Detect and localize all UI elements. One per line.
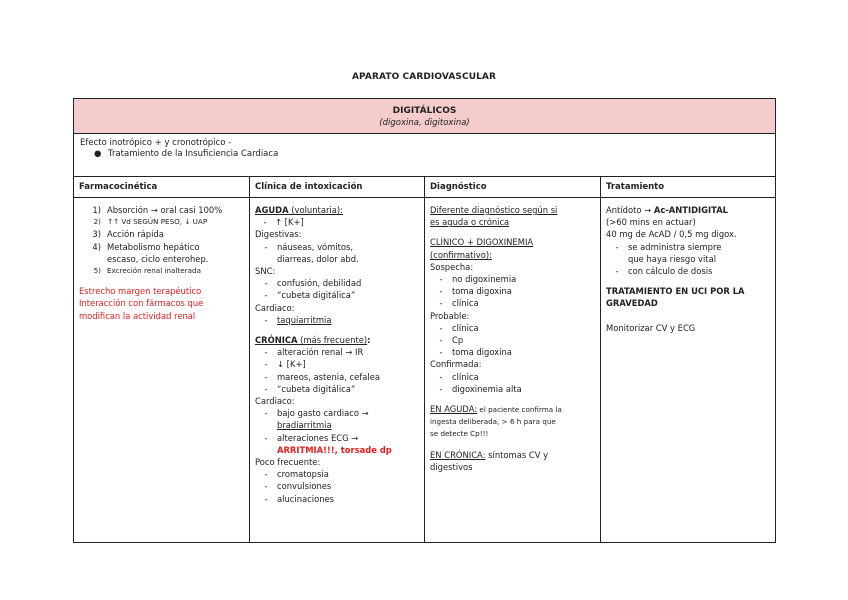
section-label: Cardiaco: <box>255 396 295 407</box>
farmacocinetica-cell <box>74 198 250 543</box>
table-header <box>74 99 776 134</box>
warning-text: Estrecho margen terapéutico <box>79 286 202 297</box>
diag-method: (confirmativo): <box>430 249 492 260</box>
effect-bullet-text: Tratamiento de la Insuficiencia Cardiaca <box>108 149 279 159</box>
aguda-heading: AGUDA (voluntaria): <box>255 205 343 215</box>
table-subtitle: (digoxina, digitoxina) <box>379 118 470 128</box>
list-item: - ↓ [K+] <box>264 359 306 370</box>
uci-heading: GRAVEDAD <box>606 298 658 309</box>
treatment-text: (>60 mins en actuar) <box>606 217 696 228</box>
list-item-cont: escaso, ciclo enterohep. <box>107 253 209 264</box>
list-item: - toma digoxina <box>439 286 512 297</box>
list-item: - alteración renal → IR <box>264 347 364 358</box>
clinica-cell <box>250 198 425 543</box>
list-item-cont: diarreas, dolor abd. <box>277 253 359 264</box>
diag-intro: Diferente diagnóstico según si <box>430 205 558 215</box>
bullet-icon: ● <box>94 149 102 159</box>
table-title: DIGITÁLICOS <box>392 106 457 116</box>
list-item: - clínica <box>439 371 479 382</box>
list-item-cont: ARRITMIA!!!, torsade dp <box>277 444 392 455</box>
list-item: - “cubeta digitálica” <box>264 383 356 394</box>
list-item: - mareos, astenia, cefalea <box>264 371 380 382</box>
aguda-note: se detecte Cp!!! <box>430 429 489 439</box>
page-title: APARATO CARDIOVASCULAR <box>351 72 497 82</box>
diag-method: CLÍNICO + DIGOXINEMIA <box>430 237 534 248</box>
list-item: - “cubeta digitálica” <box>264 290 356 301</box>
list-item: 4) Metabolismo hepático <box>92 241 200 252</box>
list-item: - bajo gasto cardiaco → <box>264 408 369 419</box>
tratamiento-cell <box>601 198 776 543</box>
uci-heading: TRATAMIENTO EN UCI POR LA <box>606 286 745 297</box>
section-label: SNC: <box>255 266 276 277</box>
list-item: - digoxinemia alta <box>439 383 522 394</box>
list-item: - con cálculo de dosis <box>615 266 713 277</box>
treatment-text: 40 mg de AcAD / 0,5 mg digox. <box>606 229 737 240</box>
list-item: - taquiarritmia <box>264 314 332 325</box>
effect-bullet <box>80 149 769 160</box>
list-item: - cromatopsia <box>264 469 329 480</box>
list-item: - ↑ [K+] <box>263 217 304 228</box>
section-label: Digestivas: <box>255 229 302 240</box>
diagnostico-cell <box>425 198 601 543</box>
aguda-note: EN AGUDA: el paciente confirma la <box>430 404 562 415</box>
effect-text: Efecto inotrópico + y cronotrópico - <box>80 138 232 148</box>
section-label: Confirmada: <box>430 359 482 370</box>
effect-row <box>74 134 776 177</box>
warning-text: Interacción con fármacos que <box>79 298 204 309</box>
list-item: 2) ↑↑ Vd SEGÚN PESO, ↓ UAP <box>93 217 208 227</box>
monitor-text: Monitorizar CV y ECG <box>606 322 696 333</box>
list-item: - clínica <box>439 298 479 309</box>
col-header-tratamiento: Tratamiento <box>601 177 776 198</box>
list-item: - confusión, debilidad <box>264 278 362 289</box>
list-item: - convulsiones <box>264 481 332 492</box>
list-item: - no digoxinemia <box>439 274 517 285</box>
cronica-heading: CRÓNICA (más frecuente): <box>255 335 371 346</box>
list-item: 5) Excreción renal inalterada <box>93 266 202 276</box>
list-item-cont: bradiarritmia <box>277 420 332 431</box>
list-item: - Cp <box>439 335 464 346</box>
section-label: Cardiaco: <box>255 302 295 313</box>
list-item: - alteraciones ECG → <box>264 432 359 443</box>
warning-text: modifican la actividad renal <box>79 310 196 321</box>
section-label: Probable: <box>430 310 470 321</box>
list-item: - alucinaciones <box>264 493 335 504</box>
col-header-diagnostico: Diagnóstico <box>425 177 601 198</box>
cronica-note: EN CRÓNICA: síntomas CV y <box>430 449 549 460</box>
section-label: Poco frecuente: <box>255 457 321 468</box>
list-item: - toma digoxina <box>439 347 512 358</box>
section-label: Sospecha: <box>430 261 474 272</box>
col-header-clinica: Clínica de intoxicación <box>250 177 425 198</box>
antidote-line: Antídoto → Ac-ANTIDIGITAL <box>606 205 729 215</box>
diag-intro: es aguda o crónica <box>430 217 510 228</box>
list-item: 3) Acción rápida <box>92 229 164 240</box>
list-item-cont: que haya riesgo vital <box>628 253 717 264</box>
col-header-farmacocinetica: Farmacocinética <box>74 177 250 198</box>
list-item: - náuseas, vómitos, <box>264 241 354 252</box>
digitalicos-table <box>73 98 776 543</box>
list-item: 1) Absorción → oral casi 100% <box>92 205 223 215</box>
cronica-note: digestivos <box>430 461 473 472</box>
list-item: - se administra siempre <box>615 241 722 252</box>
list-item: - clínica <box>439 322 479 333</box>
aguda-note: ingesta deliberada, > 6 h para que <box>430 417 556 427</box>
